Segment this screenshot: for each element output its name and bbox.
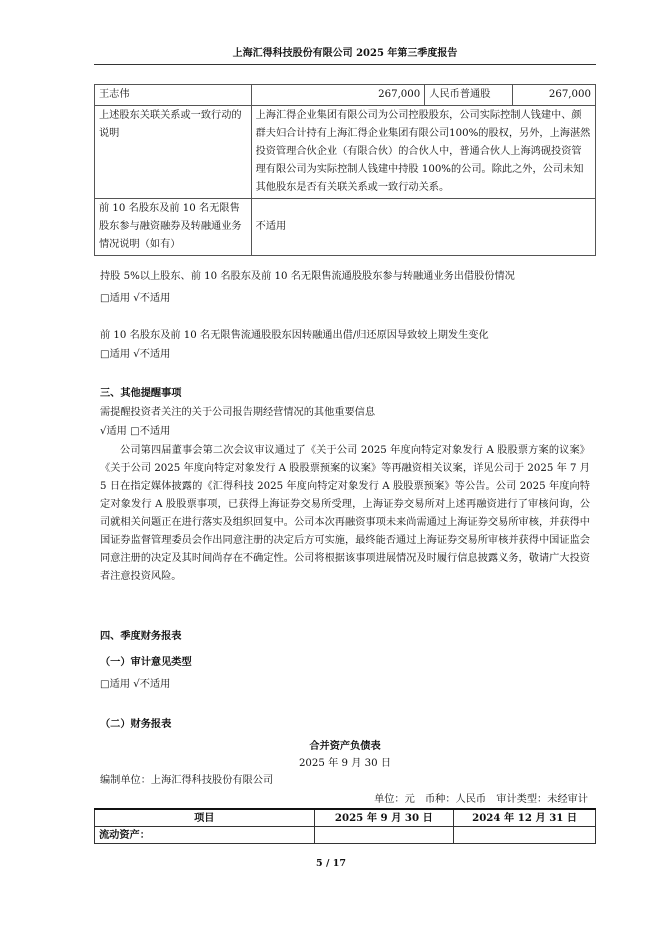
preparer: 编制单位：上海汇得科技股份有限公司	[100, 775, 274, 786]
section3-option: √适用 □不适用	[100, 426, 171, 437]
audit-heading: （一）审计意见类型	[100, 656, 192, 668]
empty-cell	[314, 827, 454, 844]
share-amount: 267,000	[513, 85, 596, 106]
page-number: 5 / 17	[316, 858, 346, 869]
table-header-row	[95, 809, 596, 827]
units-line: 单位：元 币种：人民币 审计类型：未经审计	[374, 794, 588, 805]
audit-option: □适用 √不适用	[100, 679, 171, 690]
column-header-current: 2025 年 9 月 30 日	[314, 809, 454, 827]
table-row	[95, 827, 596, 844]
relation-label: 上述股东关联关系或一致行动的说明	[95, 106, 252, 199]
table-row	[95, 199, 596, 256]
section3-heading: 三、其他提醒事项	[100, 387, 182, 399]
shareholder-shares: 267,000	[251, 85, 425, 106]
change-title: 前 10 名股东及前 10 名无限售流通股股东因转融通出借/归还原因导致较上期发生变化	[100, 330, 489, 341]
shareholder-name: 王志伟	[95, 85, 252, 106]
margin-label: 前 10 名股东及前 10 名无限售股东参与融资融券及转融通业务情况说明（如有）	[95, 199, 252, 256]
table-row	[95, 85, 596, 106]
section3-paragraph: 公司第四届董事会第二次会议审议通过了《关于公司 2025 年度向特定对象发行 A 股股票方案的议案》《关于公司 2025 年度向特定对象发行 A 股股票预案的议案》等再融资相关议案，详见公司于 2025 年 7 月 5 日在指定媒体披露的《汇得科技 2025 年度向特定对象发行 A 股股票预案》等公告。公司 2025 年度向特定对象发行 A 股股票事项，已获得上海证券交易所受理，上海证券交易所对上述再融资进行了审核问询，公司就相关问题正在进行落实及组织回复中。公司本次再融资事项未来尚需通过上海证券交易所审核，并获得中国证券监督管理委员会作出同意注册的决定后方可实施，最终能否通过上海证券交易所审核并获得中国证监会同意注册的决定及其时间尚存在不确定性。公司将根据该事项进展情况及时履行信息披露义务，敬请广大投资者注意投资风险。	[100, 445, 590, 582]
column-header-prior: 2024 年 12 月 31 日	[454, 809, 596, 827]
lending-option: □适用 √不适用	[100, 293, 171, 304]
empty-cell	[454, 827, 596, 844]
section4-heading: 四、季度财务报表	[100, 630, 182, 642]
column-header-item: 项目	[95, 809, 315, 827]
page-header: 上海汇得科技股份有限公司 2025 年第三季度报告	[94, 44, 596, 65]
lending-title: 持股 5%以上股东、前 10 名股东及前 10 名无限售流通股股东参与转融通业务出借股份情况	[100, 271, 515, 282]
shareholder-table	[94, 84, 596, 256]
balance-sheet-date: 2025 年 9 月 30 日	[298, 758, 392, 769]
share-type: 人民币普通股	[425, 85, 513, 106]
table-row	[95, 106, 596, 199]
statements-heading: （二）财务报表	[100, 718, 172, 730]
relation-text: 上海汇得企业集团有限公司为公司控股股东，公司实际控制人钱建中、颜群夫妇合计持有上海汇得企业集团有限公司100%的股权，另外，上海湛然投资管理合伙企业（有限合伙）的合伙人中，普通合伙人上海鸿砚投资管理有限公司为实际控制人钱建中持股 100%的公司。除此之外，公司未知其他股东是否有关联关系或一致行动关系。	[251, 106, 595, 199]
balance-sheet-table	[94, 808, 596, 844]
margin-text: 不适用	[251, 199, 595, 256]
current-assets-label: 流动资产：	[95, 827, 315, 844]
change-option: □适用 √不适用	[100, 349, 171, 360]
section3-subtitle: 需提醒投资者关注的关于公司报告期经营情况的其他重要信息	[100, 407, 376, 418]
balance-sheet-title: 合并资产负债表	[309, 740, 381, 752]
